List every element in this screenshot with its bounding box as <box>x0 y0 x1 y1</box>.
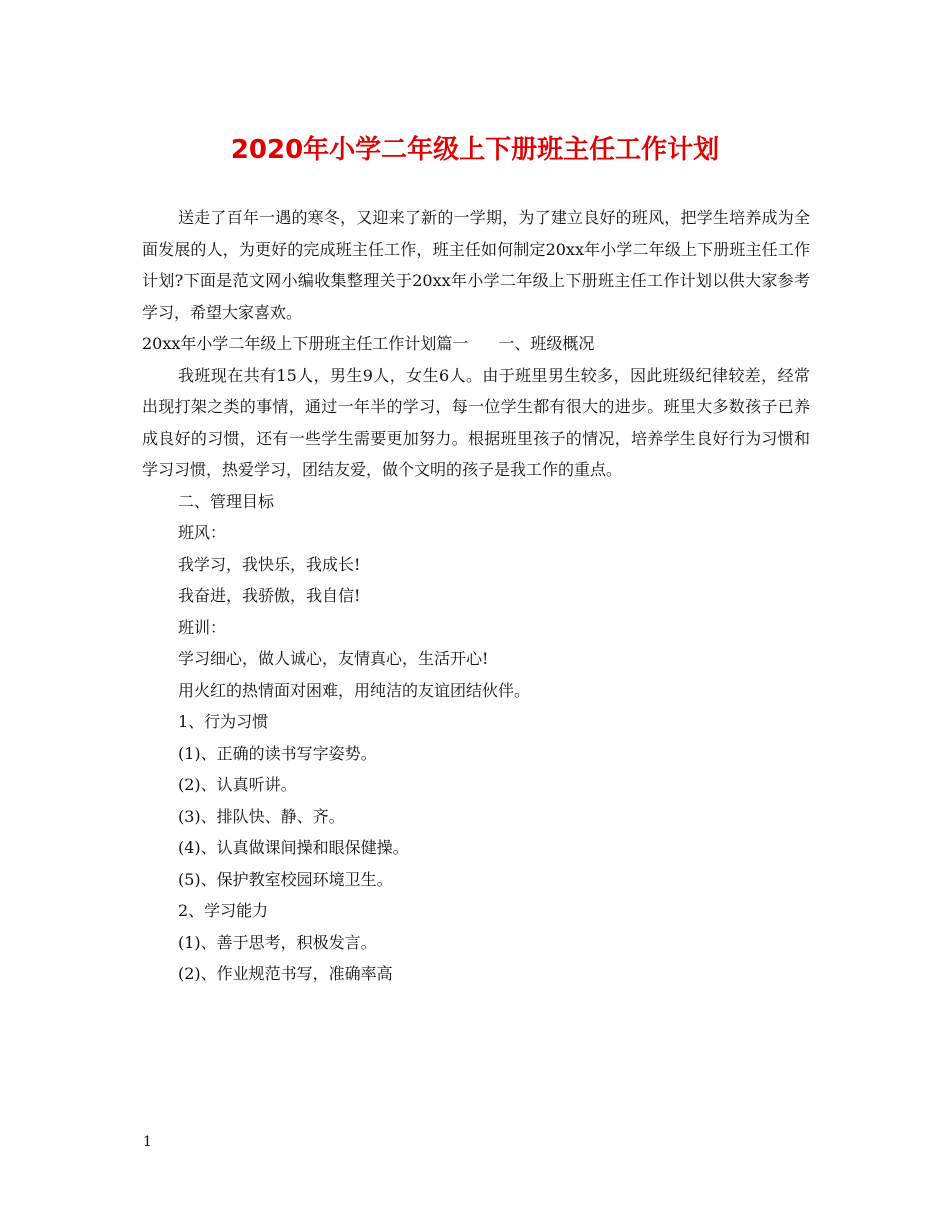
list-item: (3)、排队快、静、齐。 <box>178 806 345 826</box>
document-body <box>142 202 810 990</box>
class-instruction-line-1: 学习细心，做人诚心，友情真心，生活开心! <box>178 649 489 668</box>
class-motto-line-2: 我奋进，我骄傲，我自信! <box>178 586 361 605</box>
intro-paragraph: 送走了百年一遇的寒冬，又迎来了新的一学期，为了建立良好的班风，把学生培养成为全面发展的人，为更好的完成班主任工作，班主任如何制定20xx年小学二年级上下册班主任工作计划?下面是范文网小编收集整理关于20xx年小学二年级上下册班主任工作计划以供大家参考学习，希望大家喜欢。 <box>142 208 810 322</box>
list-item: (2)、认真听讲。 <box>178 775 297 794</box>
section1-title: 一、班级概况 <box>498 334 595 353</box>
section1-paragraph: 我班现在共有15人，男生9人，女生6人。由于班里男生较多，因此班级纪律较差，经常出现打架之类的事情，通过一年半的学习，每一位学生都有很大的进步。班里大多数孩子已养成良好的习惯，还有一些学生需要更加努力。根据班里孩子的情况，培养学生良好行为习惯和学习习惯，热爱学习，团结友爱，做个文明的孩子是我工作的重点。 <box>142 365 810 479</box>
article-heading: 20xx年小学二年级上下册班主任工作计划篇一 <box>142 334 469 353</box>
class-motto-line-1: 我学习，我快乐，我成长! <box>178 554 361 574</box>
section2-title: 二、管理目标 <box>178 491 275 511</box>
class-instruction-line-2: 用火红的热情面对困难，用纯洁的友谊团结伙伴。 <box>178 680 531 700</box>
behavior-habits-title: 1、行为习惯 <box>178 712 269 731</box>
document-title: 2020年小学二年级上下册班主任工作计划 <box>230 135 720 165</box>
learning-ability-title: 2、学习能力 <box>178 901 269 920</box>
article-heading-line <box>142 328 810 360</box>
list-item: (1)、善于思考，积极发言。 <box>178 932 377 952</box>
list-item: (1)、正确的读书写字姿势。 <box>178 743 377 763</box>
class-motto-label: 班风： <box>178 523 227 542</box>
list-item: (2)、作业规范书写，准确率高 <box>178 964 393 983</box>
list-item: (5)、保护教室校园环境卫生。 <box>178 869 393 889</box>
page-number: 1 <box>143 1134 152 1150</box>
class-instruction-label: 班训： <box>178 617 227 637</box>
list-item: (4)、认真做课间操和眼保健操。 <box>178 838 409 857</box>
